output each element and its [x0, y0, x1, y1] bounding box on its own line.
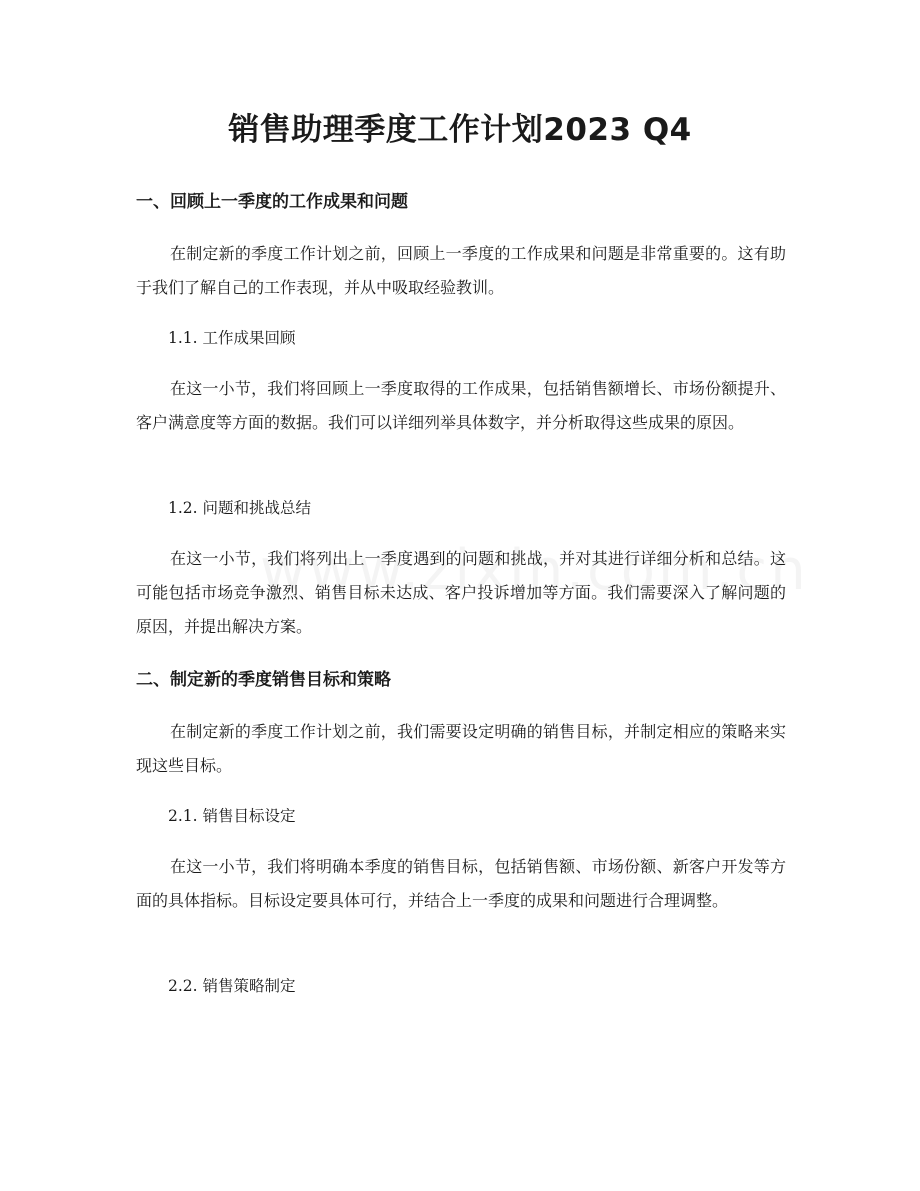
subsection-2-1-body: 在这一小节，我们将明确本季度的销售目标，包括销售额、市场份额、新客户开发等方面的具体指标。目标设定要具体可行，并结合上一季度的成果和问题进行合理调整。 — [136, 857, 786, 910]
subsection-heading-2-1: 2.1. 销售目标设定 — [168, 807, 296, 825]
subsection-heading-1-1: 1.1. 工作成果回顾 — [168, 329, 296, 347]
section-heading-1: 一、回顾上一季度的工作成果和问题 — [136, 192, 408, 212]
subsection-heading-2-2: 2.2. 销售策略制定 — [168, 977, 296, 995]
subsection-heading-1-2: 1.2. 问题和挑战总结 — [168, 499, 312, 517]
section-heading-2: 二、制定新的季度销售目标和策略 — [136, 670, 391, 690]
section-1-intro: 在制定新的季度工作计划之前，回顾上一季度的工作成果和问题是非常重要的。这有助于我们了解自己的工作表现，并从中吸取经验教训。 — [136, 244, 786, 297]
section-2-intro: 在制定新的季度工作计划之前，我们需要设定明确的销售目标，并制定相应的策略来实现这些目标。 — [136, 722, 786, 775]
subsection-1-1-body: 在这一小节，我们将回顾上一季度取得的工作成果，包括销售额增长、市场份额提升、客户满意度等方面的数据。我们可以详细列举具体数字，并分析取得这些成果的原因。 — [136, 379, 786, 432]
subsection-1-2-body: 在这一小节，我们将列出上一季度遇到的问题和挑战，并对其进行详细分析和总结。这可能包括市场竞争激烈、销售目标未达成、客户投诉增加等方面。我们需要深入了解问题的原因，并提出解决方案。 — [136, 549, 786, 636]
document-title: 销售助理季度工作计划2023 Q4 — [228, 112, 692, 148]
